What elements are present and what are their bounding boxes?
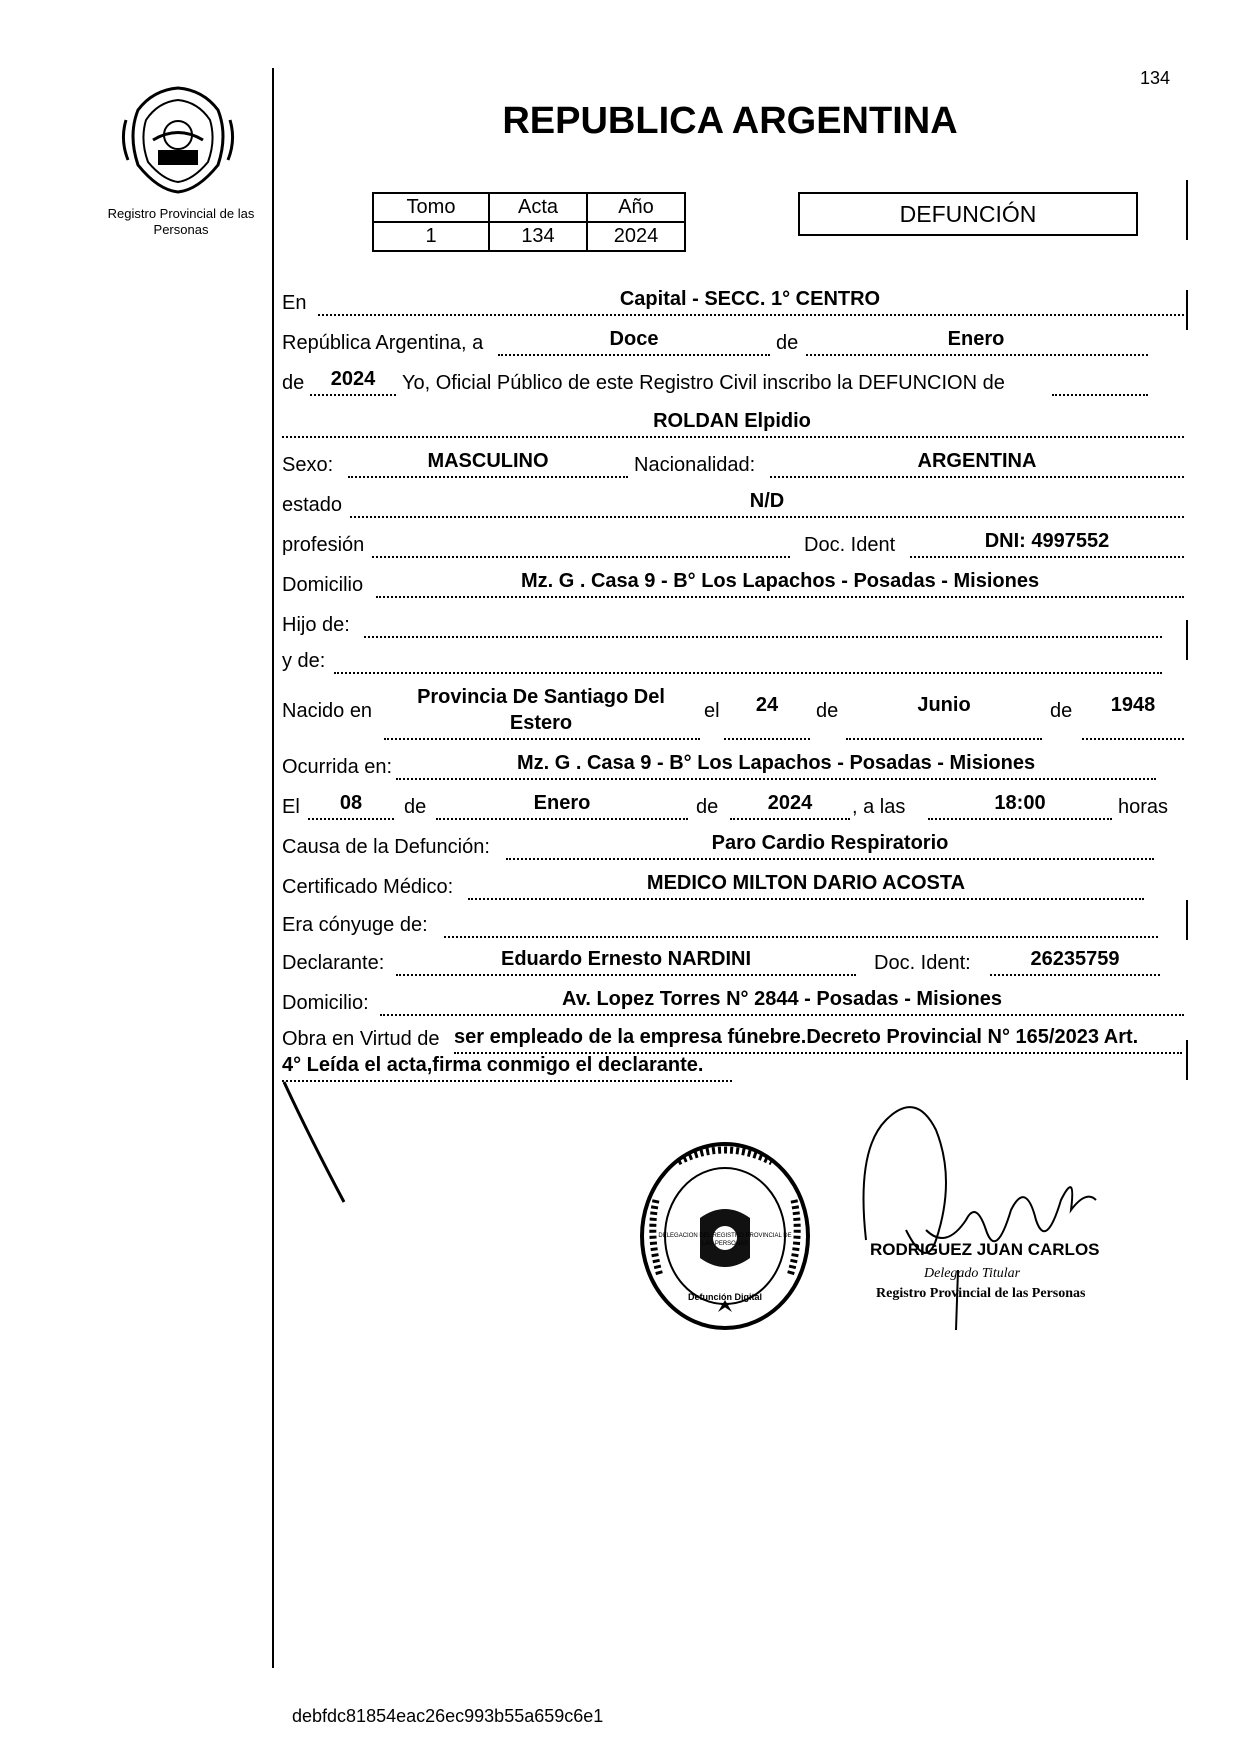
registry-name: Registro Provincial de las Personas	[107, 206, 255, 237]
edge-mark	[1186, 900, 1188, 940]
causa-value: Paro Cardio Respiratorio	[711, 832, 949, 854]
label-horas: horas	[1118, 796, 1169, 818]
coat-of-arms-logo	[118, 80, 238, 195]
label-de-nac2: de	[1050, 700, 1073, 722]
label-de-def1: de	[404, 796, 427, 818]
anio-header: Año	[587, 193, 685, 222]
label-de-nac1: de	[816, 700, 839, 722]
label-de-def2: de	[696, 796, 719, 818]
declarante-domicilio-value: Av. Lopez Torres N° 2844 - Posadas - Misiones	[562, 988, 1002, 1010]
label-nacido-en: Nacido en	[282, 700, 373, 722]
nac-dia-value: 24	[755, 694, 779, 716]
stamp-inner-text: Defunción Digital	[688, 1292, 762, 1302]
obra-value-line1: ser empleado de la empresa fúnebre.Decreto Provincial N° 165/2023 Art.	[454, 1026, 1139, 1048]
domicilio-value: Mz. G . Casa 9 - B° Los Lapachos - Posadas - Misiones	[520, 570, 1040, 592]
act-type-box: DEFUNCIÓN	[798, 192, 1138, 236]
label-de-anio: de	[282, 372, 305, 394]
label-obra: Obra en Virtud de	[282, 1028, 440, 1050]
tomo-value: 1	[373, 222, 489, 251]
mes-texto-value: Enero	[947, 328, 1005, 350]
label-domicilio-decl: Domicilio:	[282, 992, 369, 1014]
label-ocurrida-en: Ocurrida en:	[282, 756, 393, 778]
label-sexo: Sexo:	[282, 454, 334, 476]
document-hash: debfdc81854eac26ec993b55a659c6e1	[292, 1706, 604, 1726]
ocurrida-en-value: Mz. G . Casa 9 - B° Los Lapachos - Posadas - Misiones	[516, 752, 1036, 774]
label-conyuge: Era cónyuge de:	[282, 914, 428, 936]
label-doc-ident: Doc. Ident	[804, 534, 896, 556]
acta-header: Acta	[489, 193, 587, 222]
label-y-de: y de:	[282, 650, 326, 672]
def-dia-value: 08	[339, 792, 363, 814]
signer-role: Delegado Titular	[924, 1266, 1021, 1281]
act-table	[372, 192, 686, 252]
label-hijo-de: Hijo de:	[282, 614, 350, 636]
nac-anio-value: 1948	[1110, 694, 1156, 716]
stamp-ring-text: DELEGACION DEL REGISTRO PROVINCIAL DE LAS PERSONAS	[658, 1233, 792, 1247]
label-estado: estado	[282, 494, 343, 516]
obra-value-line2: 4° Leída el acta,firma conmigo el declarante.	[282, 1054, 704, 1076]
def-mes-value: Enero	[533, 792, 591, 814]
acta-value: 134	[489, 222, 587, 251]
nombre-value: ROLDAN Elpidio	[653, 410, 811, 432]
label-el-cap: El	[282, 796, 300, 818]
label-nacionalidad: Nacionalidad:	[634, 454, 756, 476]
signer-org: Registro Provincial de las Personas	[876, 1286, 1086, 1301]
label-el: el	[704, 700, 720, 722]
nacido-en-value: Provincia De Santiago Del Estero	[417, 686, 665, 734]
page-number: 134	[1140, 68, 1171, 88]
cancel-stroke	[280, 1078, 360, 1208]
label-a-las: , a las	[852, 796, 906, 818]
lugar-value: Capital - SECC. 1° CENTRO	[619, 288, 881, 310]
def-hora-value: 18:00	[994, 792, 1046, 814]
label-domicilio: Domicilio	[282, 574, 364, 596]
edge-mark	[1186, 1040, 1188, 1080]
label-declarante: Declarante:	[282, 952, 385, 974]
dia-texto-value: Doce	[609, 328, 659, 350]
def-anio-value: 2024	[767, 792, 813, 814]
edge-mark	[1186, 290, 1188, 330]
label-yo-oficial: Yo, Oficial Público de este Registro Civil inscribo la DEFUNCION de	[402, 372, 1005, 394]
estado-value: N/D	[749, 490, 785, 512]
nacionalidad-value: ARGENTINA	[917, 450, 1037, 472]
label-en: En	[282, 292, 307, 314]
margin-line	[272, 68, 274, 1668]
anio-value: 2024	[330, 368, 376, 390]
page-title: REPUBLICA ARGENTINA	[502, 100, 958, 142]
doc-ident-value: DNI: 4997552	[984, 530, 1110, 552]
label-doc-ident-decl: Doc. Ident:	[874, 952, 971, 974]
sexo-value: MASCULINO	[427, 450, 549, 472]
anio-value: 2024	[587, 222, 685, 251]
edge-mark	[1186, 180, 1188, 240]
declarante-value: Eduardo Ernesto NARDINI	[500, 948, 752, 970]
declarante-doc-value: 26235759	[1030, 948, 1120, 970]
signer-name: RODRIGUEZ JUAN CARLOS	[870, 1240, 1100, 1259]
label-republica: República Argentina, a	[282, 332, 484, 354]
certificado-value: MEDICO MILTON DARIO ACOSTA	[646, 872, 966, 894]
label-certificado: Certificado Médico:	[282, 876, 454, 898]
tomo-header: Tomo	[373, 193, 489, 222]
handwritten-signature	[836, 1090, 1136, 1350]
label-profesion: profesión	[282, 534, 365, 556]
official-stamp	[638, 1140, 812, 1332]
label-causa: Causa de la Defunción:	[282, 836, 490, 858]
nac-mes-value: Junio	[917, 694, 971, 716]
edge-mark	[1186, 620, 1188, 660]
label-de: de	[776, 332, 799, 354]
